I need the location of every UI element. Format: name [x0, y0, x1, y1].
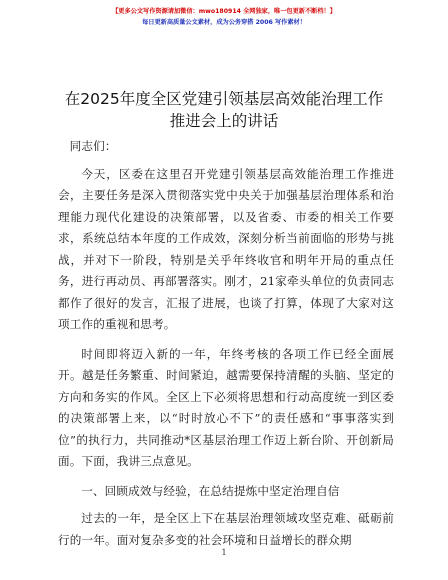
paragraph-second: 时间即将迈入新的一年，年终考核的各项工作已经全面展开。越是任务繁重、时间紧迫，越需要保持清醒的头脑、坚定的方向和务实的作风。全区上下必须将思想和行动高度统一到区委的决策部署上来，以“时时放心不下”的责任感和“事事落实到位”的执行力，共同推动*区基层治理工作迈上新台阶、开创新局面。下面，我讲三点意见。 — [58, 346, 394, 468]
paragraph-section-1: 过去的一年，是全区上下在基层治理领域攻坚克难、砥砺前行的一年。面对复杂多变的社会环境和日益增长的群众期 — [58, 511, 394, 547]
promo-banner-line-1: 【更多公文写作资源请加微信：mwo180914 全网独家，唯一包更新不断档！】 — [112, 8, 336, 15]
paragraph-opening: 今天，区委在这里召开党建引领基层高效能治理工作推进会，主要任务是深入贯彻落实党中央关于加强基层治理体系和治理能力现代化建设的决策部署，以及省委、市委的相关工作要求，系统总结本年度的工作成效，深刻分析当前面临的形势与挑战，并对下一阶段，特别是关乎年终收官和明年开局的重点任务，进行再动员、再部署落实。刚才，21家牵头单位的负责同志都作了很好的发言，汇报了进展，也谈了打算，体现了大家对这项工作的重视和思考。 — [58, 166, 394, 331]
page-number: 1 — [221, 548, 227, 557]
salutation: 同志们： — [69, 139, 117, 153]
section-heading-1: 一、回顾成效与经验，在总结提炼中坚定治理自信 — [81, 483, 340, 498]
document-title-line-1: 在2025年度全区党建引领基层高效能治理工作 — [64, 90, 384, 108]
promo-banner — [0, 6, 448, 28]
document-title-line-2: 推进会上的讲话 — [169, 112, 279, 130]
document-body — [58, 136, 394, 559]
promo-banner-line-2: 每日更新高质量公文素材，成为公务穿搭 2006 写作素材！ — [142, 19, 306, 26]
